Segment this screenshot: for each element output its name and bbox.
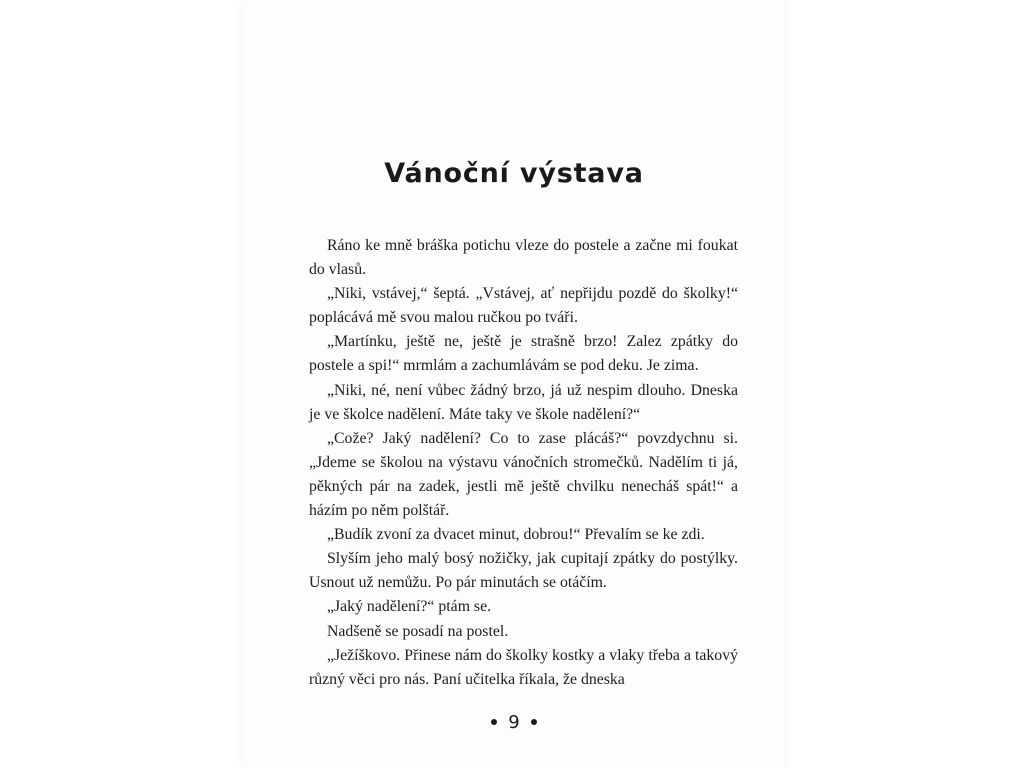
paragraph: „Budík zvoní za dvacet minut, dobrou!“ Převalím se ke zdi. — [327, 526, 705, 544]
paragraph: Nadšeně se posadí na postel. — [327, 622, 509, 640]
book-page — [244, 0, 784, 768]
page-footer — [244, 712, 784, 733]
paragraph: Ráno ke mně bráška potichu vleze do postele a začne mi foukat do vlasů. — [309, 237, 738, 279]
chapter-title: Vánoční výstava — [384, 158, 644, 189]
paragraph: Slyším jeho malý bosý nožičky, jak cupitají zpátky do postýlky. Usnout už nemůžu. Po pár minutách se otáčím. — [309, 550, 738, 592]
paragraph: „Niki, vstávej,“ šeptá. „Vstávej, ať nepřijdu pozdě do školky!“ poplácává mě svou malou ručkou po tváři. — [309, 285, 738, 327]
page-number: 9 — [508, 712, 520, 733]
bullet-icon — [531, 719, 537, 725]
paragraph: „Martínku, ještě ne, ještě je strašně brzo! Zalez zpátky do postele a spi!“ mrmlám a zachumlávám se pod deku. Je zima. — [309, 333, 738, 375]
body-text — [309, 234, 738, 692]
paragraph: „Jaký nadělení?“ ptám se. — [327, 598, 492, 616]
paragraph: „Ježíškovo. Přinese nám do školky kostky a vlaky třeba a takový různý věci pro nás. Paní učitelka říkala, že dneska — [309, 646, 738, 688]
paragraph: „Cože? Jaký nadělení? Co to zase plácáš?“ povzdychnu si. „Jdeme se školou na výstavu vánočních stromečků. Nadělím ti já, pěkných pár na zadek, jestli mě ještě chvilku nenecháš spát!“ a házím po něm polštář. — [309, 429, 738, 520]
paragraph: „Niki, né, není vůbec žádný brzo, já už nespim dlouho. Dneska je ve školce nadělení. Máte taky ve škole nadělení?“ — [309, 381, 738, 423]
bullet-icon — [491, 719, 497, 725]
